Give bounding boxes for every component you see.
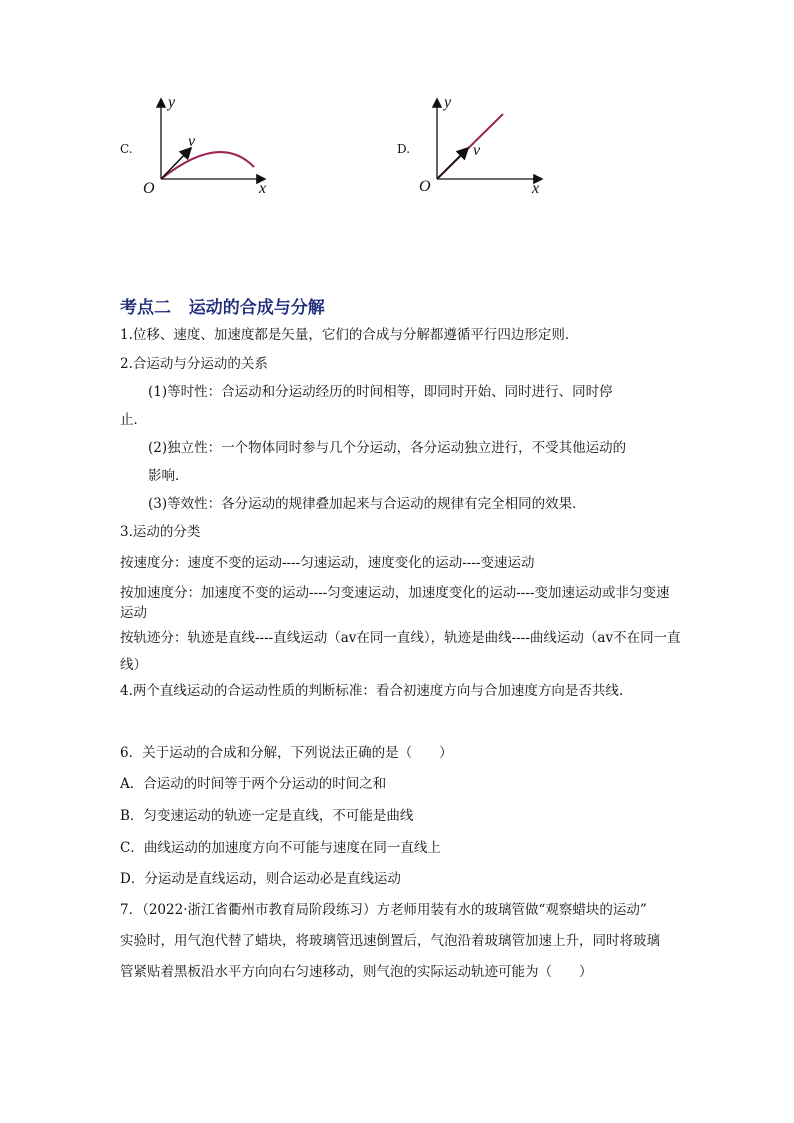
- q6-option-b: B．匀变速运动的轨迹一定是直线，不可能是曲线: [120, 808, 414, 824]
- point-2-2b: 影响．: [148, 468, 189, 484]
- point-2-3: (3)等效性：各分运动的规律叠加起来与合运动的规律有完全相同的效果．: [148, 496, 586, 512]
- velocity-vector: [437, 149, 467, 179]
- option-d-label: D.: [397, 142, 411, 156]
- point-3-1: 按速度分：速度不变的运动----匀速运动，速度变化的运动----变速运动: [120, 555, 535, 571]
- velocity-label: v: [188, 133, 196, 150]
- point-2-2a: (2)独立性：一个物体同时参与几个分运动，各分运动独立进行，不受其他运动的: [148, 440, 627, 456]
- point-3: 3.运动的分类: [120, 524, 201, 540]
- q6-stem: 6．关于运动的合成和分解，下列说法正确的是（ ）: [120, 745, 453, 761]
- section-heading: 考点二 运动的合成与分解: [120, 298, 325, 318]
- origin-label: O: [419, 178, 431, 195]
- velocity-vector: [161, 149, 190, 179]
- x-axis-label: x: [532, 180, 540, 197]
- option-c-label: C.: [120, 142, 133, 156]
- point-3-3: 按轨迹分：轨迹是直线----直线运动（av在同一直线），轨迹是曲线----曲线运动（av不在同一直线）: [120, 630, 681, 673]
- q6-option-c: C．曲线运动的加速度方向不可能与速度在同一直线上: [120, 840, 441, 856]
- origin-label: O: [143, 180, 155, 197]
- q6-option-d: D．分运动是直线运动，则合运动必是直线运动: [120, 871, 401, 887]
- point-2-1a: (1)等时性：合运动和分运动经历的时间相等，即同时开始、同时进行、同时停: [148, 384, 613, 400]
- point-3-2: 按加速度分：加速度不变的运动----匀变速运动，加速度变化的运动----变加速运动或非匀变速运动: [120, 585, 670, 621]
- q7-line-3: 管紧贴着黑板沿水平方向向右匀速移动，则气泡的实际运动轨迹可能为（ ）: [120, 964, 593, 980]
- point-4: 4.两个直线运动的合运动性质的判断标准：看合初速度方向与合加速度方向是否共线.: [120, 683, 624, 699]
- point-2-1b: 止．: [120, 412, 147, 428]
- q6-option-a: A．合运动的时间等于两个分运动的时间之和: [120, 776, 387, 792]
- q7-line-2: 实验时，用气泡代替了蜡块，将玻璃管迅速倒置后，气泡沿着玻璃管加速上升，同时将玻璃: [120, 933, 660, 949]
- x-axis-label: x: [259, 180, 267, 197]
- y-axis-label: y: [444, 94, 452, 111]
- y-axis-label: y: [168, 94, 176, 111]
- velocity-label: v: [473, 142, 481, 159]
- point-2: 2.合运动与分运动的关系: [120, 356, 268, 372]
- point-1: 1.位移、速度、加速度都是矢量，它们的合成与分解都遵循平行四边形定则．: [120, 327, 579, 343]
- q7-line-1: 7．（2022·浙江省衢州市教育局阶段练习）方老师用装有水的玻璃管做“观察蜡块的运动”: [120, 902, 647, 918]
